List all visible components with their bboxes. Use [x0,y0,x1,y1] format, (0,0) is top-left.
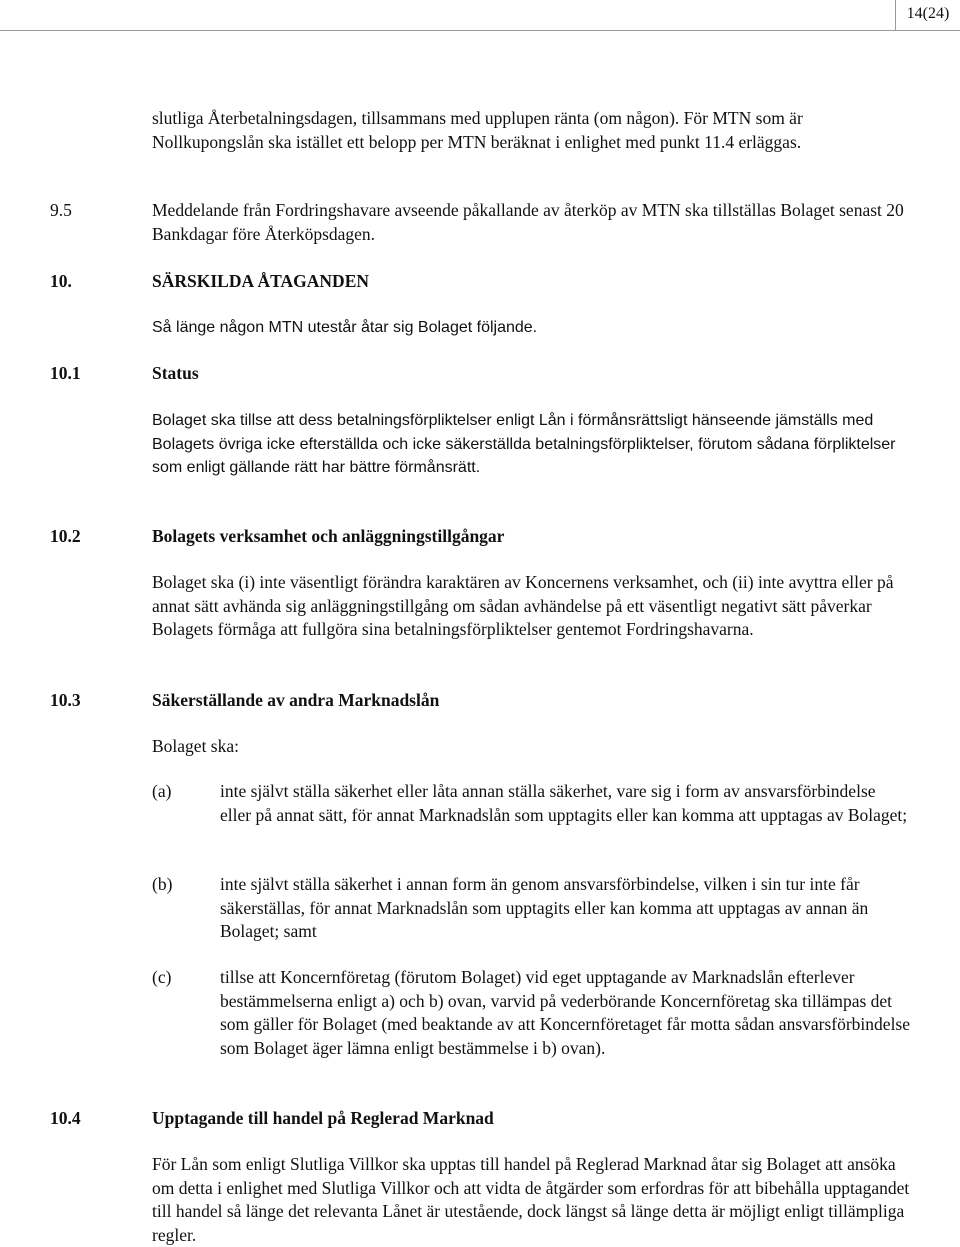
clause-10-1-title: Status [152,363,199,383]
page-number: 14(24) [895,0,960,31]
section-10-title: SÄRSKILDA ÅTAGANDEN [152,271,370,291]
clause-10-2-text: Bolaget ska (i) inte väsentligt förändra karaktären av Koncernens verksamhet, och (ii) inte avyttra eller på annat sätt avhända sig anläggningstillgång om sådan avhändelse på ett väsentligt negativt sätt påverkar Bolagets förmåga att fullgöra sina betalningsförpliktelser gentemot Fordringshavarna. [152,572,894,639]
header-rule [0,30,960,31]
clause-10-4-text: För Lån som enligt Slutliga Villkor ska upptas till handel på Reglerad Marknad åtar sig Bolaget att ansöka om detta i enlighet med Slutliga Villkor och att vidta de åtgärder som erfordras för att bibehålla upptagandet till handel så länge det relevanta Lånet är utestående, dock längst så länge detta är möjligt enligt tillämpliga regler. [152,1154,910,1245]
section-10-intro: Så länge någon MTN utestår åtar sig Bolaget följande. [152,319,538,336]
item-a-text: inte självt ställa säkerhet eller låta annan ställa säkerhet, vare sig i form av ansvarsförbindelse eller på annat sätt, för annat Marknadslån som upptagits eller kan komma att upptagas av Bolaget; [220,781,908,825]
clause-10-2-title: Bolagets verksamhet och anläggningstillgångar [152,526,505,546]
item-b-label: (b) [152,874,173,894]
clause-10-4-title: Upptagande till handel på Reglerad Marknad [152,1108,494,1128]
clause-10-3-title: Säkerställande av andra Marknadslån [152,690,440,710]
clause-9-5-number: 9.5 [50,200,72,220]
item-c-label: (c) [152,967,172,987]
clause-10-1-number: 10.1 [50,363,81,383]
continuation-paragraph: slutliga Återbetalningsdagen, tillsammans med upplupen ränta (om någon). För MTN som är Nollkupongslån ska istället ett belopp per MTN beräknat i enlighet med punkt 11.4 erläggas. [152,108,803,152]
clause-9-5-text: Meddelande från Fordringshavare avseende påkallande av återköp av MTN ska tillställas Bolaget senast 20 Bankdagar före Återköpsdagen. [152,200,904,244]
item-c-text: tillse att Koncernföretag (förutom Bolaget) vid eget upptagande av Marknadslån efterlever bestämmelserna enligt a) och b) ovan, varvid på vederbörande Koncernföretag ska tillämpas det som gäller för Bolaget (med beaktande av att Koncernföretaget får motta sådan ansvarsförbindelse som Bolaget äger lämna enligt bestämmelse i b) ovan). [220,967,911,1058]
item-b-text: inte självt ställa säkerhet i annan form än genom ansvarsförbindelse, vilken i sin tur inte får säkerställas, för annat Marknadslån som upptagits eller kan komma att upptagas av annan än Bolaget; samt [220,874,869,941]
clause-10-2-number: 10.2 [50,526,81,546]
item-a-label: (a) [152,781,172,801]
clause-10-4-number: 10.4 [50,1108,81,1128]
clause-10-1-text: Bolaget ska tillse att dess betalningsförpliktelser enligt Lån i förmånsrättsligt hänseende jämställs med Bolagets övriga icke efterställda och icke säkerställda betalningsförpliktelser, förutom sådana förpliktelser som enligt gällande rätt har bättre förmånsrätt. [152,412,896,476]
clause-10-3-number: 10.3 [50,690,81,710]
clause-10-3-intro: Bolaget ska: [152,736,239,756]
section-10-number: 10. [50,271,72,291]
